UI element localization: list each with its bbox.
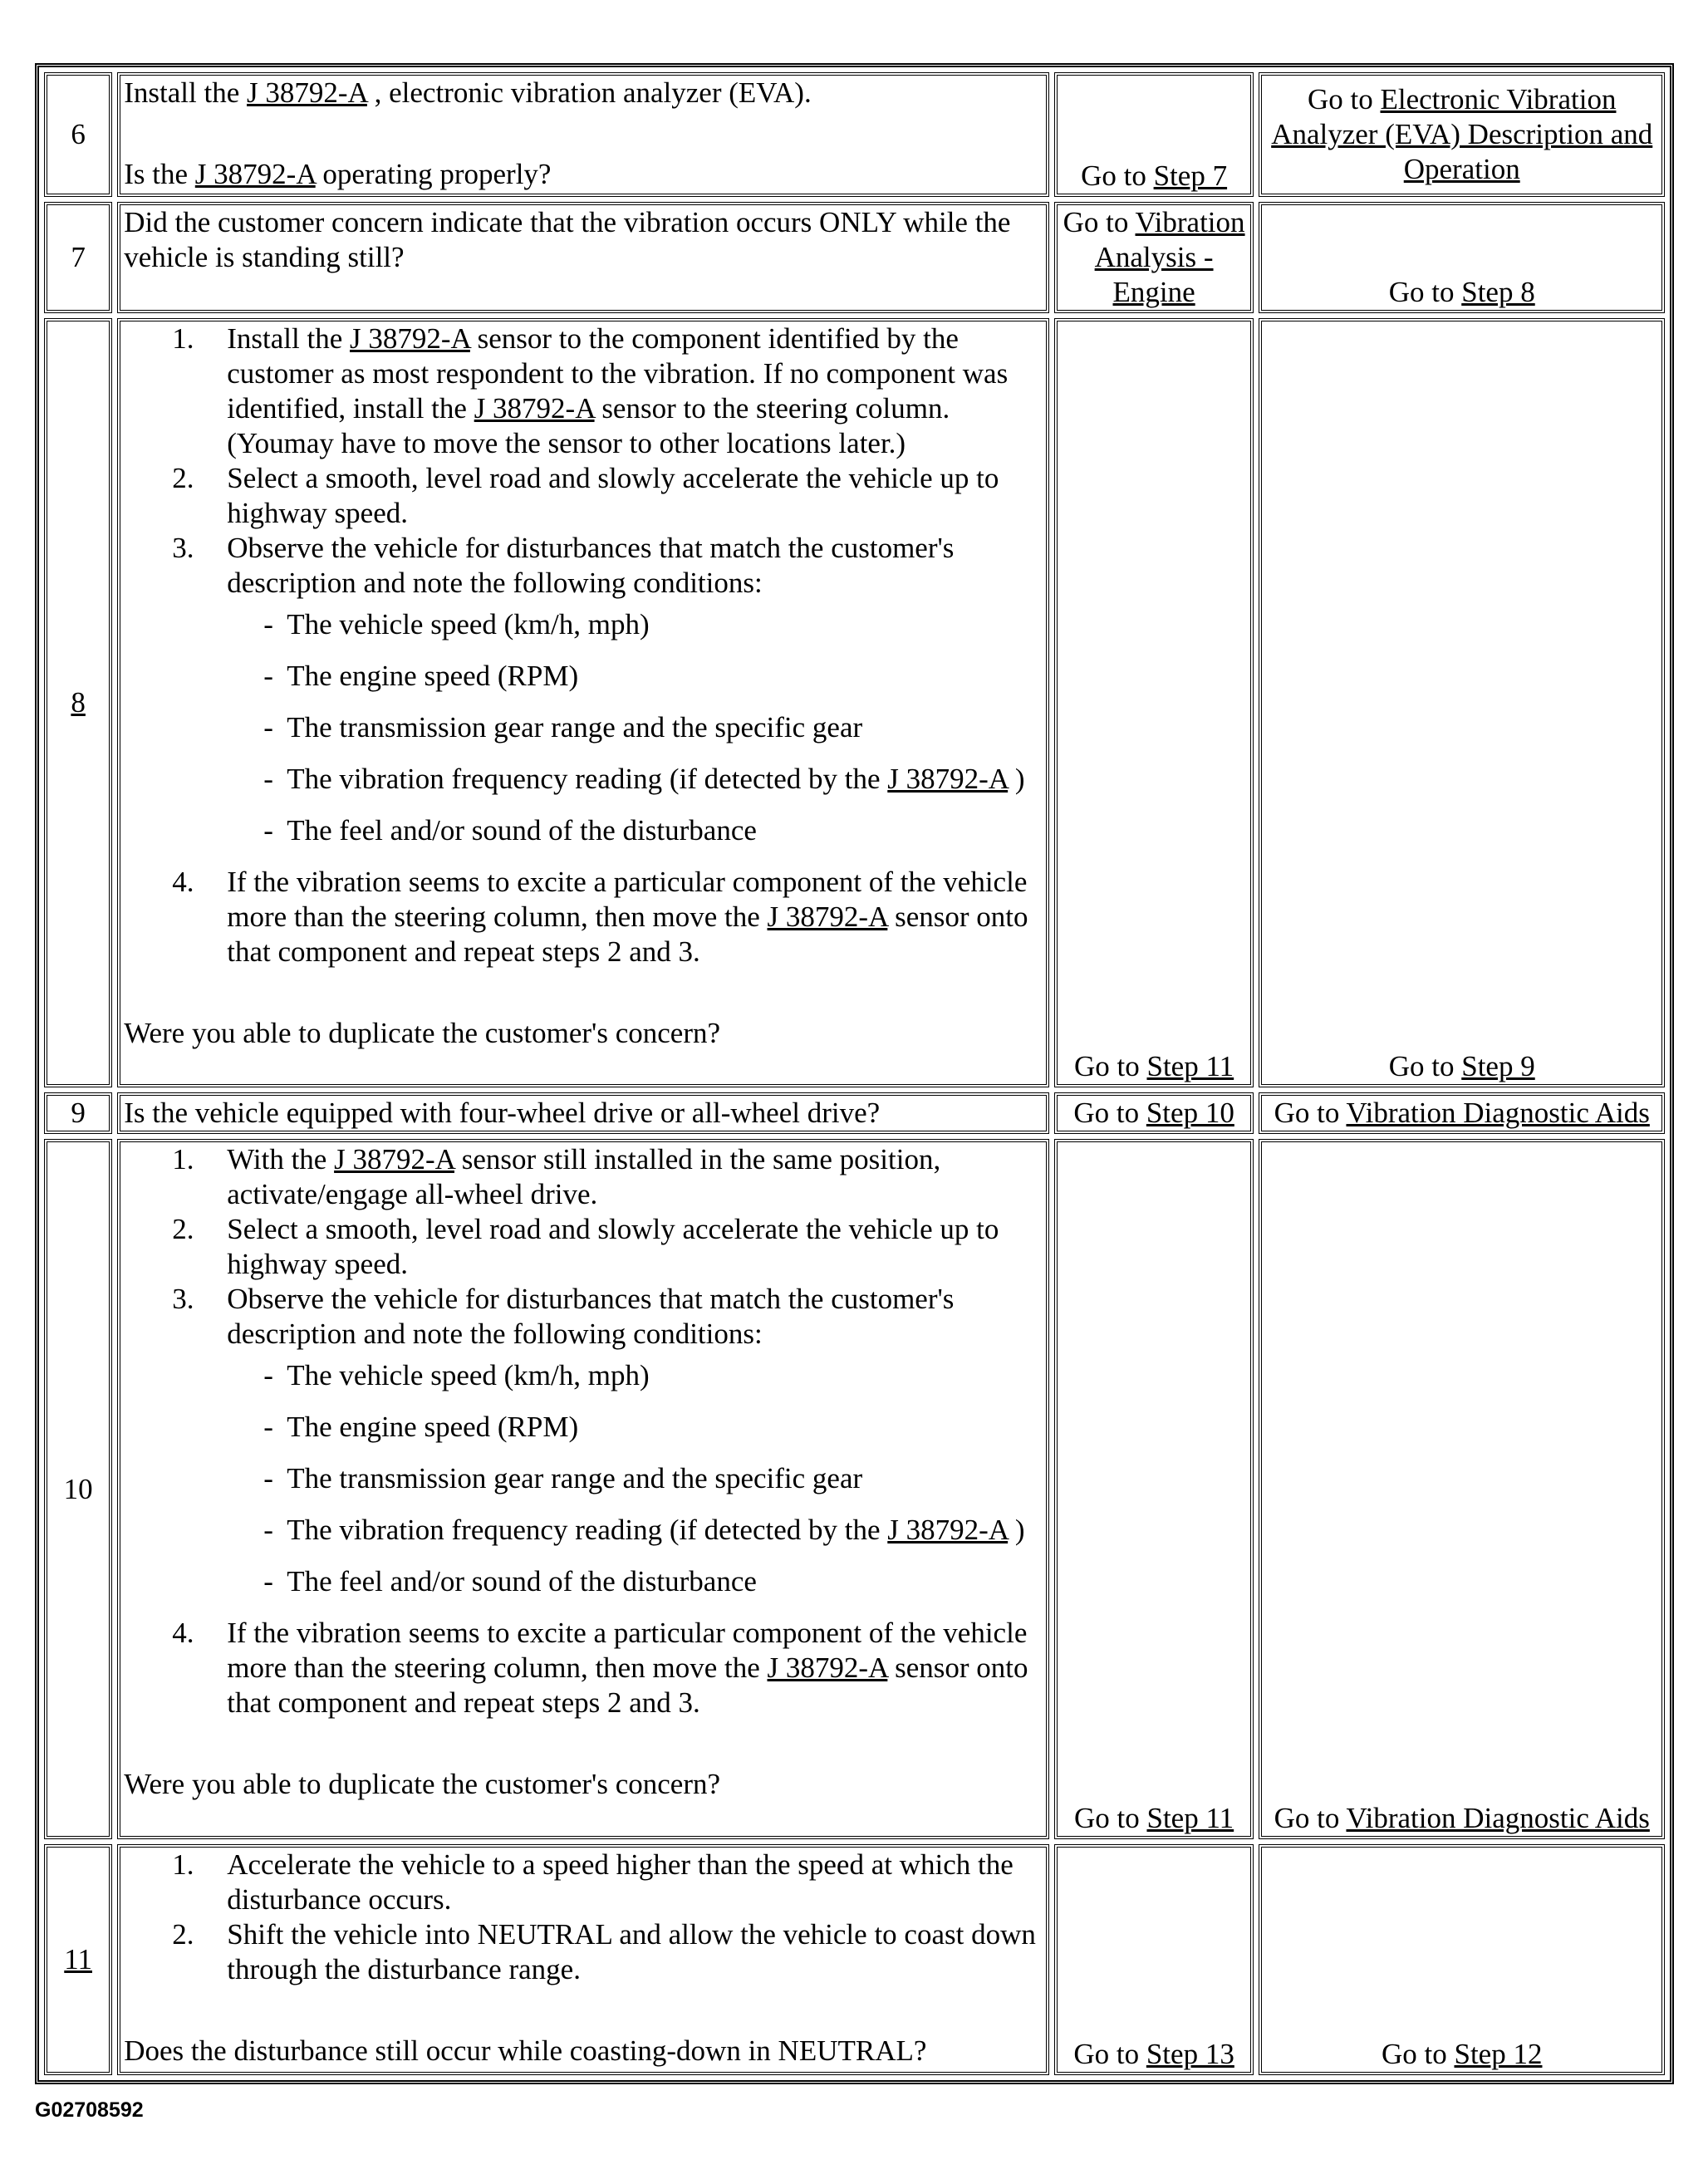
step-link[interactable]: Step 12 — [1454, 2038, 1543, 2070]
text: Observe the vehicle for disturbances that match the customer's description and note the following conditions: — [227, 532, 955, 599]
table-row-step-10 — [44, 1139, 1665, 1839]
text: sensor to the component identified by the customer as most respondent to the vibration. If no component was identified, install the — [227, 322, 1009, 425]
procedure-list — [124, 321, 1042, 969]
tool-link[interactable]: J 38792-A — [767, 1651, 888, 1684]
conditions-list — [227, 607, 1042, 848]
text: The engine speed (RPM) — [287, 660, 579, 692]
text: The feel and/or sound of the disturbance — [287, 814, 757, 847]
text: operating properly? — [315, 158, 552, 190]
no-cell — [1259, 318, 1665, 1087]
tool-link[interactable]: J 38792-A — [194, 158, 316, 190]
condition-item: - The transmission gear range and the specific gear — [263, 1462, 863, 1494]
yes-cell — [1054, 318, 1254, 1087]
step-number: 9 — [44, 1092, 112, 1134]
condition-item: - The feel and/or sound of the disturbance — [263, 1565, 757, 1597]
item-number: 1. — [172, 322, 194, 355]
action-cell — [117, 72, 1048, 197]
list-item — [124, 321, 1042, 461]
text: The vehicle speed (km/h, mph) — [287, 1359, 650, 1391]
list-item — [124, 1282, 1042, 1599]
question-text: Did the customer concern indicate that the vibration occurs ONLY while the vehicle is standing still? — [124, 206, 1011, 273]
text: Select a smooth, level road and slowly accelerate the vehicle up to highway speed. — [227, 1213, 999, 1280]
text: The vibration frequency reading (if detected by the — [287, 763, 888, 795]
step-number: 6 — [44, 72, 112, 197]
figure-id: G02708592 — [35, 2098, 144, 2122]
no-cell — [1259, 1844, 1665, 2075]
text: If the vibration seems to excite a particular component of the vehicle more than the steering column, then move the — [227, 1617, 1028, 1684]
table-row-step-8 — [44, 318, 1665, 1087]
goto-text: Go to — [1274, 1802, 1347, 1834]
item-number: 1. — [172, 1143, 194, 1175]
tool-link[interactable]: J 38792-A — [350, 322, 470, 355]
text: sensor to the steering column. (Youmay have to move the sensor to other locations later.) — [227, 392, 950, 459]
text: Shift the vehicle into NEUTRAL and allow the vehicle to coast down through the disturbance range. — [227, 1918, 1036, 1985]
text: The vibration frequency reading (if detected by the — [287, 1514, 888, 1546]
condition-item: - The engine speed (RPM) — [263, 660, 579, 692]
text: Is the — [124, 158, 195, 190]
yes-cell — [1054, 1844, 1254, 2075]
text: Observe the vehicle for disturbances that match the customer's description and note the following conditions: — [227, 1283, 955, 1350]
text: sensor onto that component and repeat steps 2 and 3. — [227, 901, 1028, 968]
tool-link[interactable]: J 38792-A — [247, 76, 367, 109]
step-link[interactable]: Step 7 — [1153, 159, 1228, 192]
question-text: Is the vehicle equipped with four-wheel drive or all-wheel drive? — [124, 1097, 881, 1129]
goto-text: Go to — [1274, 1097, 1347, 1129]
text: The transmission gear range and the specific gear — [287, 1462, 863, 1494]
condition-item: - The vehicle speed (km/h, mph) — [263, 608, 650, 640]
action-cell — [117, 1844, 1048, 2075]
list-item — [124, 531, 1042, 848]
no-cell — [1259, 1139, 1665, 1839]
text: The vehicle speed (km/h, mph) — [287, 608, 650, 640]
list-item — [124, 461, 1042, 531]
text: , electronic vibration analyzer (EVA). — [366, 76, 812, 109]
table-row-step-11 — [44, 1844, 1665, 2075]
yes-cell — [1054, 72, 1254, 197]
text: Install the — [124, 76, 247, 109]
text: Install the — [227, 322, 350, 355]
goto-text: Go to — [1073, 2038, 1146, 2070]
text: Select a smooth, level road and slowly accelerate the vehicle up to highway speed. — [227, 462, 999, 529]
goto-text: Go to — [1307, 83, 1381, 115]
tool-link[interactable]: J 38792-A — [887, 763, 1009, 795]
step-link[interactable]: Step 10 — [1146, 1097, 1234, 1129]
tool-link[interactable]: J 38792-A — [767, 901, 888, 933]
question-text: Does the disturbance still occur while coasting-down in NEUTRAL? — [124, 2034, 927, 2067]
goto-text: Go to — [1388, 276, 1462, 308]
yes-cell — [1054, 1092, 1254, 1134]
doc-link[interactable]: Vibration Analysis - Engine — [1094, 206, 1245, 308]
table-row-step-7 — [44, 202, 1665, 313]
text: If the vibration seems to excite a particular component of the vehicle more than the steering column, then move the — [227, 866, 1028, 933]
conditions-list — [227, 1358, 1042, 1599]
list-item — [124, 1212, 1042, 1282]
goto-text: Go to — [1073, 1802, 1147, 1834]
goto-text: Go to — [1381, 2038, 1455, 2070]
condition-item: - The vibration frequency reading (if detected by the J 38792-A ) — [263, 763, 1025, 795]
step-number: 10 — [44, 1139, 112, 1839]
no-cell — [1259, 202, 1665, 313]
question-text: Were you able to duplicate the customer's concern? — [124, 1017, 721, 1049]
text: The transmission gear range and the specific gear — [287, 711, 863, 744]
action-cell — [117, 318, 1048, 1087]
condition-item: - The transmission gear range and the specific gear — [263, 711, 863, 744]
item-number: 2. — [172, 462, 194, 494]
text: ) — [1008, 763, 1025, 795]
list-item — [124, 865, 1042, 969]
item-number: 4. — [172, 866, 194, 898]
condition-item: - The feel and/or sound of the disturbance — [263, 814, 757, 847]
text: The engine speed (RPM) — [287, 1411, 579, 1443]
action-cell — [117, 1139, 1048, 1839]
step-link[interactable]: Step 9 — [1461, 1050, 1535, 1082]
tool-link[interactable]: J 38792-A — [334, 1143, 454, 1175]
step-link[interactable]: Step 11 — [1146, 1050, 1234, 1082]
step-number-link[interactable]: 11 — [44, 1844, 112, 2075]
doc-link[interactable]: Electronic Vibration Analyzer (EVA) Description and Operation — [1271, 83, 1653, 185]
condition-item: - The engine speed (RPM) — [263, 1411, 579, 1443]
procedure-list — [124, 1142, 1042, 1720]
no-cell — [1259, 1092, 1665, 1134]
tool-link[interactable]: J 38792-A — [474, 392, 595, 425]
doc-link[interactable]: Vibration Diagnostic Aids — [1346, 1802, 1650, 1834]
text: sensor still installed in the same position, activate/engage all-wheel drive. — [227, 1143, 941, 1210]
question-text: Were you able to duplicate the customer's concern? — [124, 1768, 721, 1800]
goto-text: Go to — [1073, 1097, 1146, 1129]
action-text — [124, 76, 1042, 110]
yes-cell — [1054, 202, 1254, 313]
diagnostic-table-container — [35, 63, 1674, 2084]
tool-link[interactable]: J 38792-A — [887, 1514, 1009, 1546]
goto-text: Go to — [1388, 1050, 1462, 1082]
condition-item: - The vehicle speed (km/h, mph) — [263, 1359, 650, 1391]
condition-item: - The vibration frequency reading (if detected by the J 38792-A ) — [263, 1514, 1025, 1546]
list-item — [124, 1142, 1042, 1212]
text: The feel and/or sound of the disturbance — [287, 1565, 757, 1597]
step-link[interactable]: Step 11 — [1146, 1802, 1234, 1834]
text: ) — [1008, 1514, 1025, 1546]
item-number: 2. — [172, 1213, 194, 1245]
question-text — [124, 157, 1042, 192]
action-cell — [117, 202, 1048, 313]
item-number: 1. — [172, 1848, 194, 1881]
step-number: 7 — [44, 202, 112, 313]
yes-cell — [1054, 1139, 1254, 1839]
step-link[interactable]: Step 8 — [1461, 276, 1535, 308]
step-number-link[interactable]: 8 — [44, 318, 112, 1087]
list-item — [124, 1616, 1042, 1720]
diagnostic-steps-table — [35, 63, 1674, 2084]
item-number: 2. — [172, 1918, 194, 1951]
table-row-step-6 — [44, 72, 1665, 197]
goto-text: Go to — [1063, 206, 1136, 238]
procedure-list — [124, 1848, 1042, 1987]
table-row-step-9 — [44, 1092, 1665, 1134]
goto-text: Go to — [1073, 1050, 1147, 1082]
list-item — [124, 1848, 1042, 1917]
item-number: 3. — [172, 532, 194, 564]
step-link[interactable]: Step 13 — [1146, 2038, 1234, 2070]
action-cell — [117, 1092, 1048, 1134]
list-item — [124, 1917, 1042, 1987]
item-number: 3. — [172, 1283, 194, 1315]
doc-link[interactable]: Vibration Diagnostic Aids — [1346, 1097, 1650, 1129]
goto-text: Go to — [1081, 159, 1154, 192]
item-number: 4. — [172, 1617, 194, 1649]
text: With the — [227, 1143, 335, 1175]
text: Accelerate the vehicle to a speed higher than the speed at which the disturbance occurs. — [227, 1848, 1014, 1916]
no-cell — [1259, 72, 1665, 197]
text: sensor onto that component and repeat steps 2 and 3. — [227, 1651, 1028, 1719]
